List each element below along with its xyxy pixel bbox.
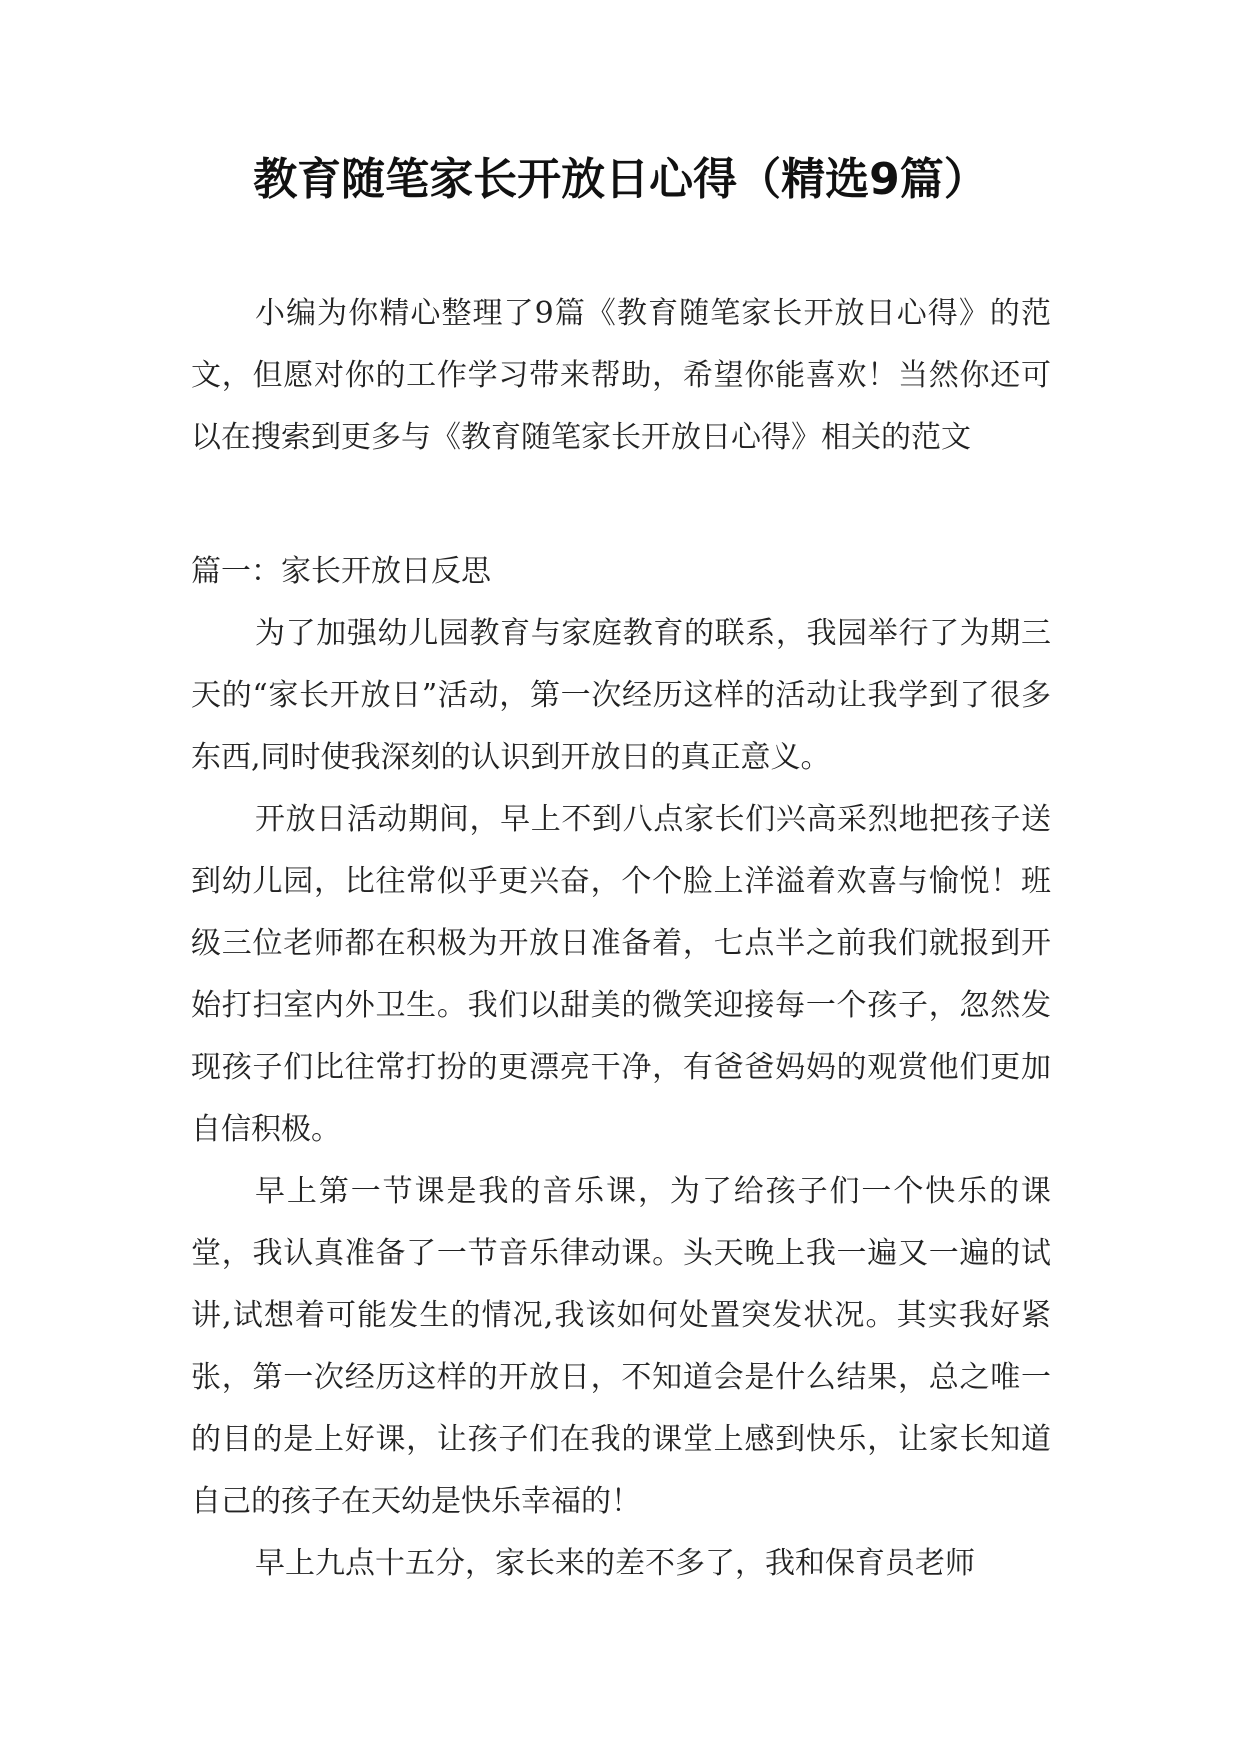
- document-title: 教育随笔家长开放日心得（精选9篇）: [253, 154, 988, 205]
- document-body: [191, 283, 1051, 1595]
- section-spacer: [191, 469, 1051, 541]
- section-heading: 篇一：家长开放日反思: [191, 554, 491, 589]
- intro-paragraph: 小编为你精心整理了9篇《教育随笔家长开放日心得》的范文，但愿对你的工作学习带来帮助，希望你能喜欢！当然你还可以在搜索到更多与《教育随笔家长开放日心得》相关的范文: [191, 296, 1051, 455]
- body-paragraph: 早上九点十五分，家长来的差不多了，我和保育员老师: [255, 1546, 975, 1581]
- body-paragraph: 为了加强幼儿园教育与家庭教育的联系，我园举行了为期三天的“家长开放日”活动，第一次经历这样的活动让我学到了很多东西,同时使我深刻的认识到开放日的真正意义。: [191, 616, 1051, 775]
- body-paragraph: 早上第一节课是我的音乐课，为了给孩子们一个快乐的课堂，我认真准备了一节音乐律动课。头天晚上我一遍又一遍的试讲,试想着可能发生的情况,我该如何处置突发状况。其实我好紧张，第一次经历这样的开放日，不知道会是什么结果，总之唯一的目的是上好课，让孩子们在我的课堂上感到快乐，让家长知道自己的孩子在天幼是快乐幸福的！: [191, 1174, 1051, 1519]
- body-paragraph: 开放日活动期间，早上不到八点家长们兴高采烈地把孩子送到幼儿园，比往常似乎更兴奋，个个脸上洋溢着欢喜与愉悦！班级三位老师都在积极为开放日准备着，七点半之前我们就报到开始打扫室内外卫生。我们以甜美的微笑迎接每一个孩子，忽然发现孩子们比往常打扮的更漂亮干净，有爸爸妈妈的观赏他们更加自信积极。: [191, 802, 1051, 1147]
